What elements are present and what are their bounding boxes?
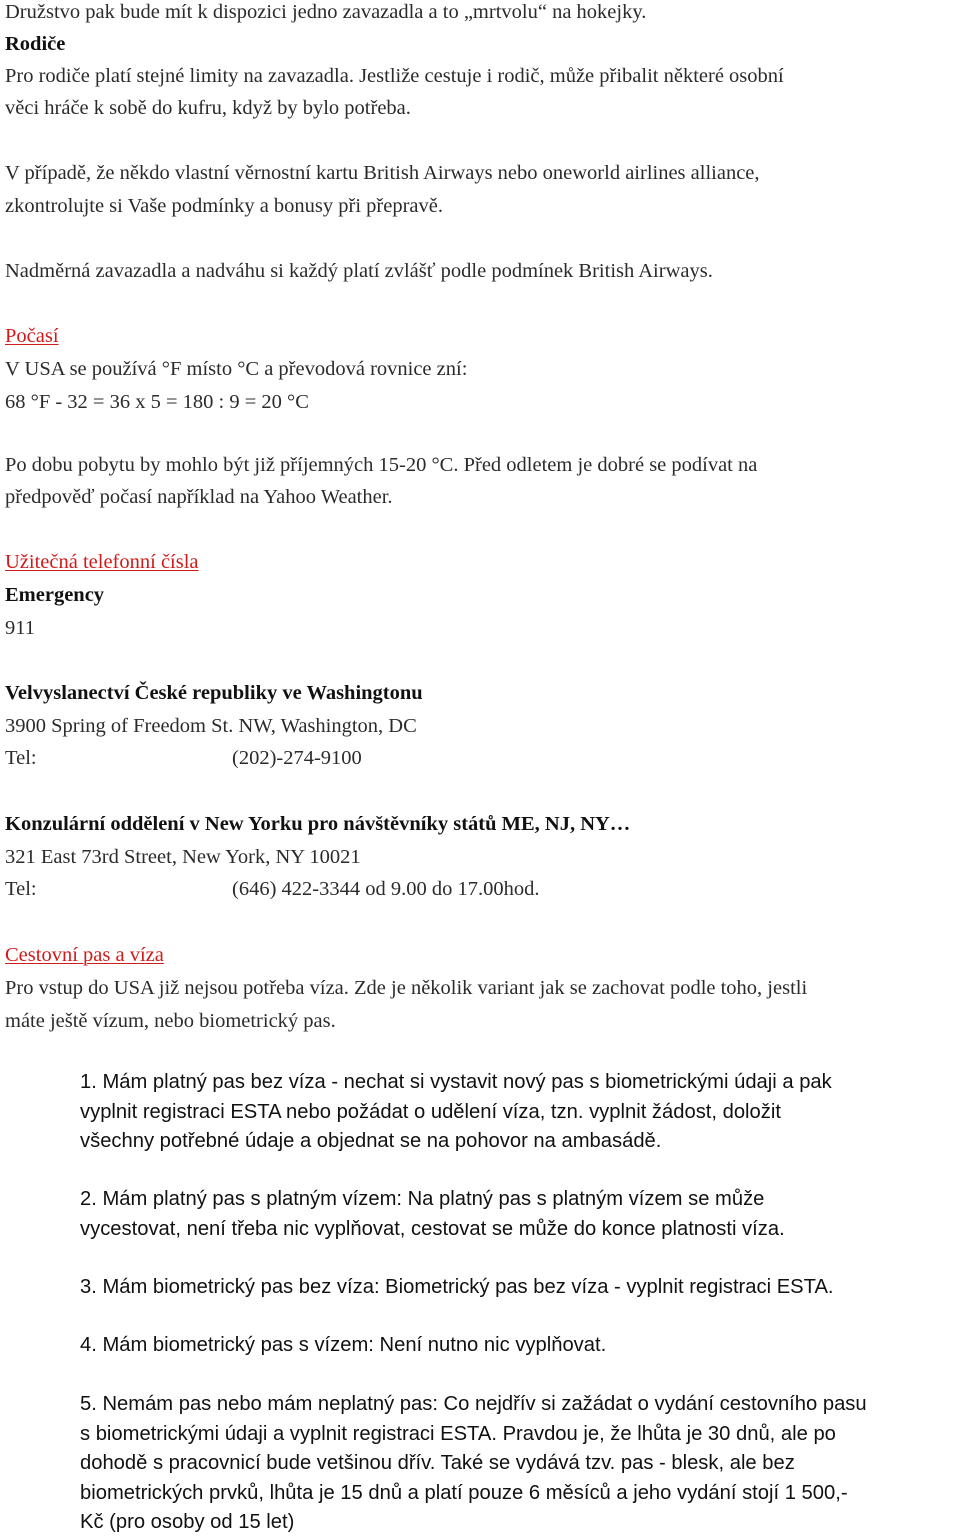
paragraph-line: Nadměrná zavazadla a nadváhu si každý platí zvlášť podle podmínek British Airways. xyxy=(5,260,713,282)
paragraph-line: Pro vstup do USA již nejsou potřeba víza. Zde je několik variant jak se zachovat podle toho, jestli xyxy=(5,977,808,999)
temperature-formula: 68 °F - 32 = 36 x 5 = 180 : 9 = 20 °C xyxy=(5,391,309,413)
paragraph-line: V případě, že někdo vlastní věrnostní kartu British Airways nebo oneworld airlines alliance, xyxy=(5,162,760,184)
emergency-number: 911 xyxy=(5,617,35,639)
list-item-line: 2. Mám platný pas s platným vízem: Na platný pas s platným vízem se může xyxy=(80,1188,765,1210)
emergency-label: Emergency xyxy=(5,584,105,606)
visa-option-2 xyxy=(80,1185,960,1244)
list-item-line: vyplnit registraci ESTA nebo požádat o udělení víza, tzn. vyplnit žádost, doložit xyxy=(80,1100,781,1123)
visa-option-3 xyxy=(80,1273,960,1303)
list-item-line: 4. Mám biometrický pas s vízem: Není nutno nic vyplňovat. xyxy=(80,1334,607,1356)
visa-option-4 xyxy=(80,1331,960,1361)
visa-option-5 xyxy=(80,1390,960,1538)
list-item-line: s biometrickými údaji a vyplnit registraci ESTA. Pravdou je, že lhůta je 30 dnů, ale po xyxy=(80,1422,836,1445)
list-item-line: biometrických prvků, lhůta je 15 dnů a platí pouze 6 měsíců a jeho vydání stojí 1 500,- xyxy=(80,1481,848,1504)
paragraph-line: Pro rodiče platí stejné limity na zavazadla. Jestliže cestuje i rodič, může přibalit některé osobní xyxy=(5,65,784,87)
consulate-tel: (646) 422-3344 od 9.00 do 17.00hod. xyxy=(232,878,540,900)
consulate-tel-row xyxy=(5,877,539,901)
list-item-line: Kč (pro osoby od 15 let) xyxy=(80,1511,295,1533)
list-item-line: dohodě s pracovnicí bude vetšinou dřív. Také se vydává tzv. pas - blesk, ale bez xyxy=(80,1452,795,1474)
paragraph-line: Po dobu pobytu by mohlo být již příjemných 15-20 °C. Před odletem je dobré se podívat na xyxy=(5,454,758,476)
section-heading-parents: Rodiče xyxy=(5,33,66,55)
list-item-line: 1. Mám platný pas bez víza - nechat si vystavit nový pas s biometrickými údaji a pak xyxy=(80,1071,832,1093)
consulate-address: 321 East 73rd Street, New York, NY 10021 xyxy=(5,846,361,868)
embassy-address: 3900 Spring of Freedom St. NW, Washington, DC xyxy=(5,715,417,737)
embassy-tel: (202)-274-9100 xyxy=(232,747,362,769)
consulate-name: Konzulární oddělení v New Yorku pro návštěvníky států ME, NJ, NY… xyxy=(5,813,631,835)
embassy-tel-row xyxy=(5,746,362,770)
section-heading-visa: Cestovní pas a víza xyxy=(5,944,164,966)
list-item-line: 3. Mám biometrický pas bez víza: Biometrický pas bez víza - vyplnit registraci ESTA. xyxy=(80,1276,834,1298)
list-item-line: 5. Nemám pas nebo mám neplatný pas: Co nejdřív si zažádat o vydání cestovního pasu xyxy=(80,1393,867,1415)
list-item-line: vycestovat, není třeba nic vyplňovat, cestovat se může do konce platnosti víza. xyxy=(80,1217,785,1240)
paragraph-line: V USA se používá °F místo °C a převodová rovnice zní: xyxy=(5,358,468,380)
tel-label: Tel: xyxy=(5,747,37,769)
paragraph-line: předpověď počasí například na Yahoo Weather. xyxy=(5,486,393,508)
embassy-name: Velvyslanectví České republiky ve Washingtonu xyxy=(5,682,423,704)
paragraph-line: zkontrolujte si Vaše podmínky a bonusy při přepravě. xyxy=(5,195,444,217)
paragraph-line: máte ještě vízum, nebo biometrický pas. xyxy=(5,1010,336,1032)
section-heading-weather: Počasí xyxy=(5,325,59,347)
paragraph-line: Družstvo pak bude mít k dispozici jedno zavazadla a to „mrtvolu“ na hokejky. xyxy=(5,1,647,23)
visa-option-1 xyxy=(80,1068,960,1157)
list-item-line: všechny potřebné údaje a objednat se na pohovor na ambasádě. xyxy=(80,1130,662,1152)
paragraph-line: věci hráče k sobě do kufru, když by bylo potřeba. xyxy=(5,97,411,119)
section-heading-phones: Užitečná telefonní čísla xyxy=(5,551,199,573)
tel-label: Tel: xyxy=(5,878,37,900)
